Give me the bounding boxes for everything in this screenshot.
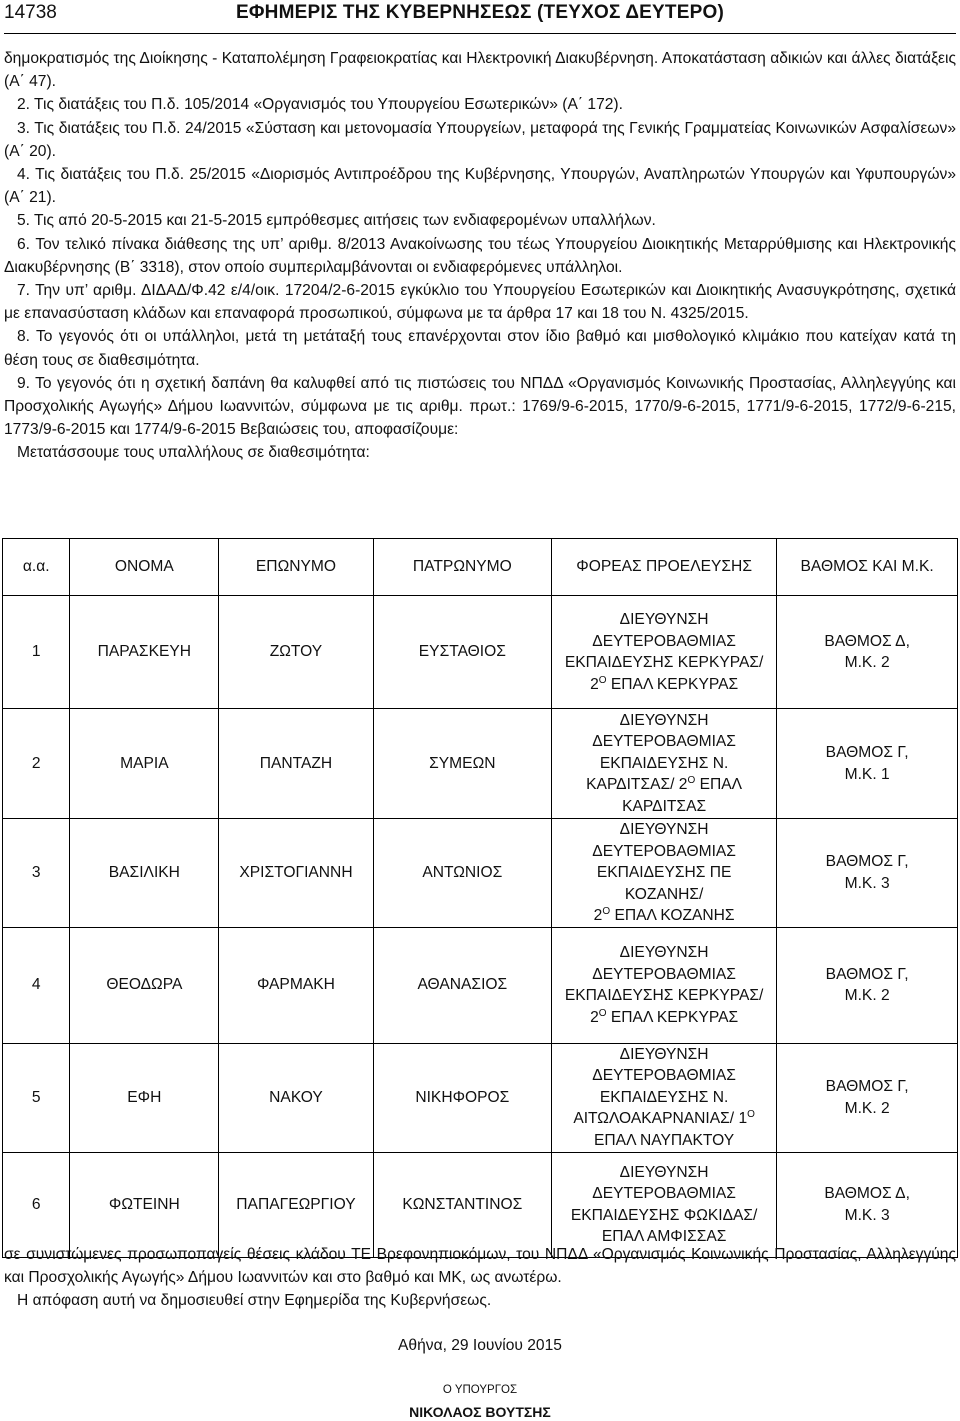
header-name: ΟΝΟΜΑ (70, 539, 219, 596)
cell-aa: 5 (3, 1043, 70, 1152)
cell-surname: ΠΑΝΤΑΖΗ (219, 709, 373, 819)
origin-line: ΕΚΠΑΙΔΕΥΣΗΣ Ν. (599, 754, 729, 772)
cell-surname: ΠΑΠΑΓΕΩΡΓΙΟΥ (219, 1152, 373, 1257)
preamble-paragraph: 6. Τον τελικό πίνακα διάθεσης της υπ’ αριθμ. 8/2013 Ανακοίνωσης του τέως Υπουργείου Διοικητικής Μεταρρύθμισης και Ηλεκτρονικής Διακυβέρνησης (Β΄ 3318), στον οποίο συμπεριλαμβάνονται οι ενδιαφερόμενες υπάλληλοι. (4, 235, 956, 276)
closing-text (4, 1243, 956, 1313)
grade-line: ΒΑΘΜΟΣ Δ, (824, 632, 910, 650)
grade-line: Μ.Κ. 2 (844, 1099, 890, 1117)
origin-line: ΔΕΥΤΕΡΟΒΑΘΜΙΑΣ (592, 1185, 736, 1202)
cell-grade (777, 596, 958, 709)
grade-line: Μ.Κ. 1 (844, 765, 890, 783)
table-row (3, 1043, 958, 1152)
preamble-paragraph: 8. Το γεγονός ότι οι υπάλληλοι, μετά τη μετάταξή τους επανέρχονται στον ίδιο βαθμό και μισθολογικό κλιμάκιο που κατείχαν κατά τη θέση τους σε διαθεσιμότητα. (4, 328, 956, 369)
cell-grade (777, 709, 958, 819)
grade-line: ΒΑΘΜΟΣ Γ, (825, 1078, 909, 1095)
origin-line: ΔΕΥΤΕΡΟΒΑΘΜΙΑΣ (592, 1067, 736, 1085)
cell-surname: ΝΑΚΟΥ (219, 1043, 373, 1152)
grade-line: Μ.Κ. 3 (844, 1206, 890, 1224)
grade-line: Μ.Κ. 3 (844, 874, 890, 892)
origin-line: ΔΙΕΥΘΥΝΣΗ (619, 944, 709, 961)
header-surname: ΕΠΩΝΥΜΟ (219, 539, 373, 596)
cell-surname: ΦΑΡΜΑΚΗ (219, 927, 373, 1043)
ordinal-superscript: Ο (598, 674, 607, 686)
origin-line: 2 (593, 907, 603, 924)
table-row (3, 596, 958, 709)
preamble-paragraph: 2. Τις διατάξεις του Π.δ. 105/2014 «Οργανισμός του Υπουργείου Εσωτερικών» (Α΄ 172). (17, 96, 623, 114)
gazette-title: ΕΦΗΜΕΡΙΣ ΤΗΣ ΚΥΒΕΡΝΗΣΕΩΣ (ΤΕΥΧΟΣ ΔΕΥΤΕΡΟ) (236, 2, 724, 23)
cell-father-name: ΣΥΜΕΩΝ (373, 709, 551, 819)
origin-line: ΚΑΡΔΙΤΣΑΣ/ 2 (586, 776, 688, 794)
origin-line: ΕΚΠΑΙΔΕΥΣΗΣ Ν. (599, 1088, 729, 1106)
ordinal-superscript: Ο (602, 905, 611, 917)
origin-line: ΕΠΑΛ ΝΑΥΠΑΚΤΟΥ (594, 1131, 735, 1149)
signature-date: Αθήνα, 29 Ιουνίου 2015 (398, 1337, 562, 1354)
cell-name: ΦΩΤΕΙΝΗ (70, 1152, 219, 1257)
cell-surname: ΖΩΤΟΥ (219, 596, 373, 709)
origin-line: ΕΚΠΑΙΔΕΥΣΗΣ ΚΕΡΚΥΡΑΣ/ (564, 654, 764, 671)
grade-line: ΒΑΘΜΟΣ Δ, (824, 1185, 910, 1202)
origin-line: ΔΕΥΤΕΡΟΒΑΘΜΙΑΣ (592, 632, 736, 650)
header-origin-agency: ΦΟΡΕΑΣ ΠΡΟΕΛΕΥΣΗΣ (551, 539, 776, 596)
ordinal-superscript: Ο (747, 1109, 755, 1121)
transfer-table (2, 538, 958, 1258)
cell-grade (777, 1152, 958, 1257)
ordinal-superscript: Ο (598, 1007, 607, 1019)
origin-line: ΑΙΤΩΛΟΑΚΑΡΝΑΝΙΑΣ/ 1 (573, 1110, 748, 1128)
preamble-paragraph: 4. Τις διατάξεις του Π.δ. 25/2015 «Διορισμός Αντιπροέδρου της Κυβέρνησης, Υπουργών, Αναπληρωτών Υπουργών και Υφυπουργών» (Α΄ 21). (4, 166, 956, 207)
cell-name: ΜΑΡΙΑ (70, 709, 219, 819)
cell-aa: 3 (3, 819, 70, 928)
origin-line: ΔΙΕΥΘΥΝΣΗ (619, 611, 709, 628)
cell-aa: 2 (3, 709, 70, 819)
origin-line: ΔΙΕΥΘΥΝΣΗ (619, 711, 709, 729)
preamble-paragraph: 9. Το γεγονός ότι η σχετική δαπάνη θα καλυφθεί από τις πιστώσεις του ΝΠΔΔ «Οργανισμός Κοινωνικής Προστασίας, Αλληλεγγύης και Προσχολικής Αγωγής» Δήμου Ιωαννιτών, σύμφωνα με τις αριθμ. πρωτ.: 1769/9-6-2015, 1770/9-6-2015, 1771/9-6-2015, 1772/9-6-215, 1773/9-6-2015 και 1774/9-6-2015 Βεβαιώσεις του, αποφασίζουμε: (4, 374, 956, 439)
page-number: 14738 (4, 2, 57, 23)
origin-line: ΕΠΑΛ (695, 776, 743, 794)
preamble-paragraph: δημοκρατισμός της Διοίκησης - Καταπολέμηση Γραφειοκρατίας και Ηλεκτρονική Διακυβέρνηση. Αποκατάσταση αδικιών και άλλες διατάξεις (Α΄ 47). (4, 50, 956, 91)
closing-paragraph: σε συνιστώμενες προσωποπαγείς θέσεις κλάδου ΤΕ Βρεφονηπιοκόμων, του ΝΠΔΔ «Οργανισμός Κοινωνικής Προστασίας, Αλληλεγγύης και Προσχολικής Αγωγής» Δήμου Ιωαννιτών και στο βαθμό και ΜΚ, ως ανωτέρω. (4, 1246, 956, 1287)
table-row (3, 1152, 958, 1257)
origin-line: ΔΙΕΥΘΥΝΣΗ (619, 821, 709, 838)
origin-line: ΚΑΡΔΙΤΣΑΣ (622, 797, 707, 815)
cell-father-name: ΑΘΑΝΑΣΙΟΣ (373, 927, 551, 1043)
header-aa: α.α. (3, 539, 70, 596)
cell-name: ΕΦΗ (70, 1043, 219, 1152)
cell-origin-agency (551, 1152, 776, 1257)
grade-line: Μ.Κ. 2 (844, 987, 890, 1004)
origin-line: ΔΕΥΤΕΡΟΒΑΘΜΙΑΣ (592, 842, 736, 860)
cell-grade (777, 1043, 958, 1152)
cell-aa: 6 (3, 1152, 70, 1257)
cell-father-name: ΝΙΚΗΦΟΡΟΣ (373, 1043, 551, 1152)
cell-father-name: ΚΩΝΣΤΑΝΤΙΝΟΣ (373, 1152, 551, 1257)
origin-line: 2 (590, 675, 599, 693)
cell-aa: 4 (3, 927, 70, 1043)
preamble-paragraph: 3. Τις διατάξεις του Π.δ. 24/2015 «Σύσταση και μετονομασία Υπουργείων, μεταφορά της Γενικής Γραμματείας Κοινωνικών Ασφαλίσεων» (Α΄ 20). (4, 119, 956, 160)
header-grade: ΒΑΘΜΟΣ ΚΑΙ Μ.Κ. (777, 539, 958, 596)
origin-line: ΕΠΑΛ ΑΜΦΙΣΣΑΣ (601, 1228, 727, 1245)
cell-name: ΠΑΡΑΣΚΕΥΗ (70, 596, 219, 709)
origin-line: ΔΙΕΥΘΥΝΣΗ (619, 1045, 709, 1063)
origin-line: ΕΠΑΛ ΚΟΖΑΝΗΣ (610, 907, 735, 924)
cell-origin-agency (551, 596, 776, 709)
origin-line: ΕΚΠΑΙΔΕΥΣΗΣ ΚΕΡΚΥΡΑΣ/ (564, 987, 764, 1004)
cell-name: ΒΑΣΙΛΙΚΗ (70, 819, 219, 928)
header-rule (4, 33, 956, 34)
grade-line: Μ.Κ. 2 (844, 654, 890, 671)
publication-order: Η απόφαση αυτή να δημοσιευθεί στην Εφημερίδα της Κυβερνήσεως. (17, 1292, 492, 1310)
grade-line: ΒΑΘΜΟΣ Γ, (825, 853, 909, 871)
cell-origin-agency (551, 927, 776, 1043)
grade-line: ΒΑΘΜΟΣ Γ, (825, 965, 909, 983)
table-row (3, 709, 958, 819)
ordinal-superscript: Ο (687, 775, 696, 787)
origin-line: ΕΚΠΑΙΔΕΥΣΗΣ ΠΕ ΚΟΖΑΝΗΣ/ (596, 864, 732, 903)
origin-line: ΔΕΥΤΕΡΟΒΑΘΜΙΑΣ (592, 733, 736, 751)
cell-surname: ΧΡΙΣΤΟΓΙΑΝΝΗ (219, 819, 373, 928)
origin-line: 2 (590, 1008, 599, 1026)
origin-line: ΕΠΑΛ ΚΕΡΚΥΡΑΣ (606, 1008, 739, 1026)
origin-line: ΔΕΥΤΕΡΟΒΑΘΜΙΑΣ (592, 965, 736, 983)
table-header-row (3, 539, 958, 596)
cell-father-name: ΑΝΤΩΝΙΟΣ (373, 819, 551, 928)
cell-name: ΘΕΟΔΩΡΑ (70, 927, 219, 1043)
cell-grade (777, 819, 958, 928)
origin-line: ΕΠΑΛ ΚΕΡΚΥΡΑΣ (606, 675, 739, 693)
grade-line: ΒΑΘΜΟΣ Γ, (825, 744, 909, 761)
cell-father-name: ΕΥΣΤΑΘΙΟΣ (373, 596, 551, 709)
signatory-role: Ο ΥΠΟΥΡΓΟΣ (442, 1384, 518, 1396)
preamble-paragraph: 7. Την υπ’ αριθμ. ΔΙΔΑΔ/Φ.42 ε/4/οικ. 17204/2-6-2015 εγκύκλιο του Υπουργείου Εσωτερικών και Διοικητικής Ανασυγκρότησης, σχετικά με επανασύσταση κλάδων και επαναφορά προσωπικού, σύμφωνα με τα άρθρα 17 και 18 του Ν. 4325/2015. (4, 282, 956, 323)
decision-statement: Μετατάσσουμε τους υπαλλήλους σε διαθεσιμότητα: (17, 444, 370, 462)
signatory-name: ΝΙΚΟΛΑΟΣ ΒΟΥΤΣΗΣ (409, 1404, 551, 1420)
origin-line: ΔΙΕΥΘΥΝΣΗ (619, 1163, 709, 1181)
preamble (4, 47, 956, 465)
cell-origin-agency (551, 819, 776, 928)
cell-origin-agency (551, 1043, 776, 1152)
cell-grade (777, 927, 958, 1043)
origin-line: ΕΚΠΑΙΔΕΥΣΗΣ ΦΩΚΙΔΑΣ/ (570, 1206, 758, 1224)
page-header (4, 2, 956, 30)
table-row (3, 819, 958, 928)
cell-origin-agency (551, 709, 776, 819)
header-father-name: ΠΑΤΡΩΝΥΜΟ (373, 539, 551, 596)
table-row (3, 927, 958, 1043)
preamble-paragraph: 5. Τις από 20-5-2015 και 21-5-2015 εμπρόθεσμες αιτήσεις των ενδιαφερομένων υπαλλήλων. (17, 212, 656, 230)
cell-aa: 1 (3, 596, 70, 709)
